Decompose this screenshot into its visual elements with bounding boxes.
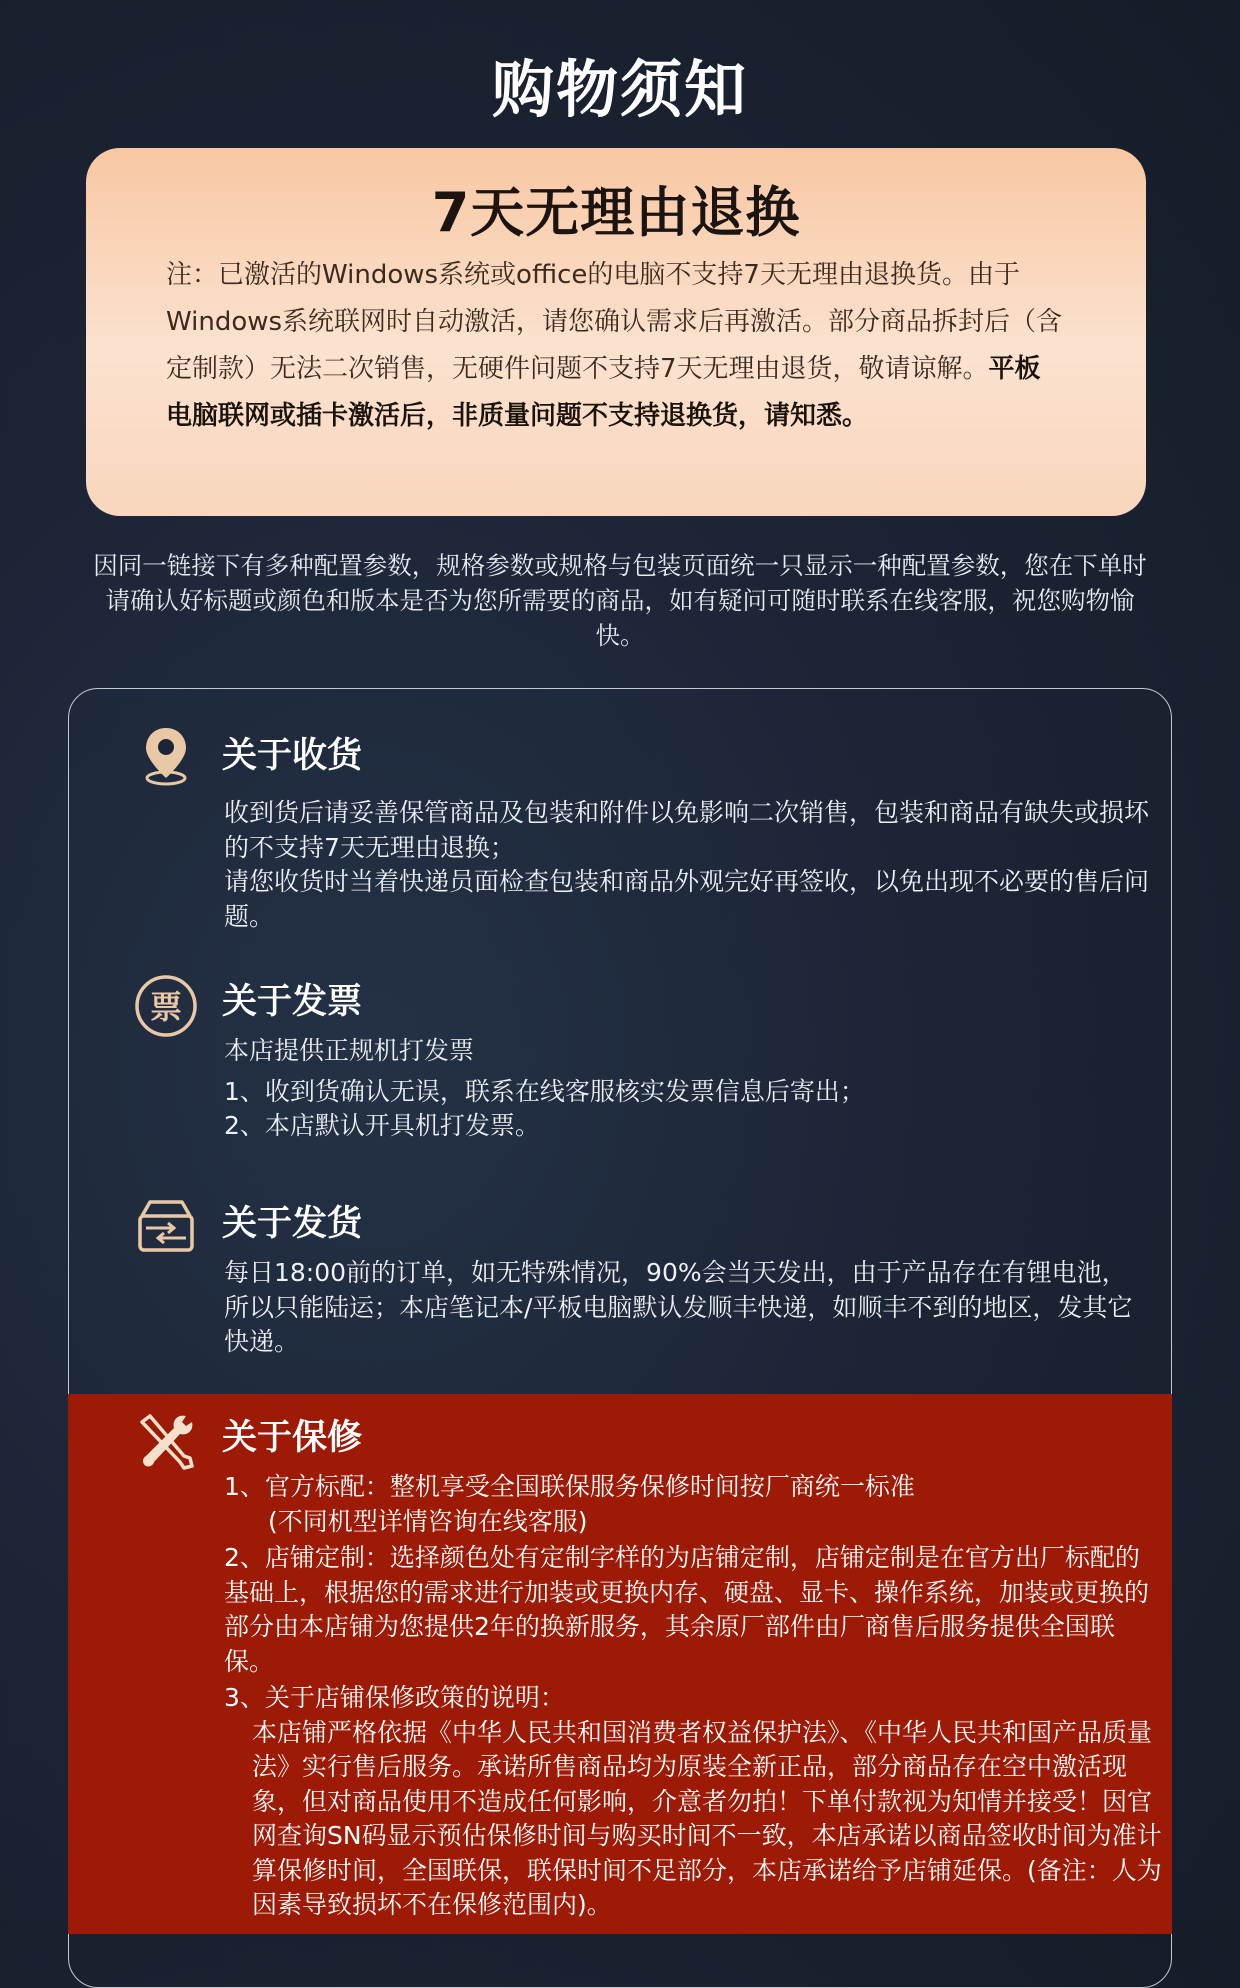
location-pin-icon xyxy=(132,722,200,790)
invoice-body xyxy=(224,1034,1154,1144)
return-policy-title: 7天无理由退换 xyxy=(431,181,801,244)
receiving-title: 关于收货 xyxy=(222,736,363,776)
warranty-item-1-note: (不同机型详情咨询在线客服) xyxy=(268,1506,588,1536)
warranty-item-2: 2、店铺定制：选择颜色处有定制字样的为店铺定制，店铺定制是在官方出厂标配的基础上，根据您的需求进行加装或更换内存、硬盘、显卡、操作系统，加装或更换的部分由本店铺为您提供2年的换新服务，其余原厂部件由厂商售后服务提供全国联保。 xyxy=(224,1543,1150,1676)
return-policy-card xyxy=(86,148,1146,516)
return-policy-bold-text: 平板电脑联网或插卡激活后，非质量问题不支持退换货，请知悉。 xyxy=(166,354,1041,431)
receiving-line: 收到货后请妥善保管商品及包装和附件以免影响二次销售，包装和商品有缺失或损坏的不支持7天无理由退换； xyxy=(224,798,1150,862)
invoice-line: 1、收到货确认无误，联系在线客服核实发票信息后寄出； xyxy=(224,1076,865,1106)
intro-notice: 因同一链接下有多种配置参数，规格参数或规格与包装页面统一只显示一种配置参数，您在下单时请确认好标题或颜色和版本是否为您所需要的商品，如有疑问可随时联系在线客服，祝您购物愉快。 xyxy=(93,551,1147,650)
invoice-line: 本店提供正规机打发票 xyxy=(224,1036,475,1065)
warranty-title: 关于保修 xyxy=(222,1418,363,1458)
invoice-line: 2、本店默认开具机打发票。 xyxy=(224,1111,540,1140)
delivery-box-icon xyxy=(132,1192,200,1260)
ticket-icon xyxy=(132,972,200,1040)
warranty-body xyxy=(224,1470,1164,1923)
shipping-title: 关于发货 xyxy=(222,1204,363,1244)
return-policy-text: 注：已激活的Windows系统或office的电脑不支持7天无理由退换货。由于Windows系统联网时自动激活，请您确认需求后再激活。部分商品拆封后（含定制款）无法二次销售，无硬件问题不支持7天无理由退货，敬请谅解。 xyxy=(166,260,1063,384)
shipping-body: 每日18:00前的订单，如无特殊情况，90%会当天发出，由于产品存在有锂电池，所以只能陆运；本店笔记本/平板电脑默认发顺丰快递，如顺丰不到的地区，发其它快递。 xyxy=(224,1258,1133,1356)
receiving-line: 请您收货时当着快递员面检查包装和商品外观完好再签收，以免出现不必要的售后问题。 xyxy=(224,867,1150,931)
invoice-title: 关于发票 xyxy=(222,982,363,1022)
warranty-item-3-body: 本店铺严格依据《中华人民共和国消费者权益保护法》、《中华人民共和国产品质量法》实行售后服务。承诺所售商品均为原装全新正品，部分商品存在空中激活现象，但对商品使用不造成任何影响，介意者勿拍！下单付款视为知情并接受！因官网查询SN码显示预估保修时间与购买时间不一致，本店承诺以商品签收时间为准计算保修时间，全国联保，联保时间不足部分，本店承诺给予店铺延保。(备注：人为因素导致损坏不在保修范围内)。 xyxy=(252,1717,1162,1919)
page-title: 购物须知 xyxy=(491,53,748,126)
return-policy-body xyxy=(166,252,1066,440)
warranty-item-3: 3、关于店铺保修政策的说明： xyxy=(224,1683,565,1712)
warranty-item-1: 1、官方标配：整机享受全国联保服务保修时间按厂商统一标准 xyxy=(224,1472,915,1501)
ticket-icon-char: 票 xyxy=(149,988,183,1026)
receiving-body xyxy=(224,796,1154,934)
tools-icon xyxy=(132,1408,200,1476)
